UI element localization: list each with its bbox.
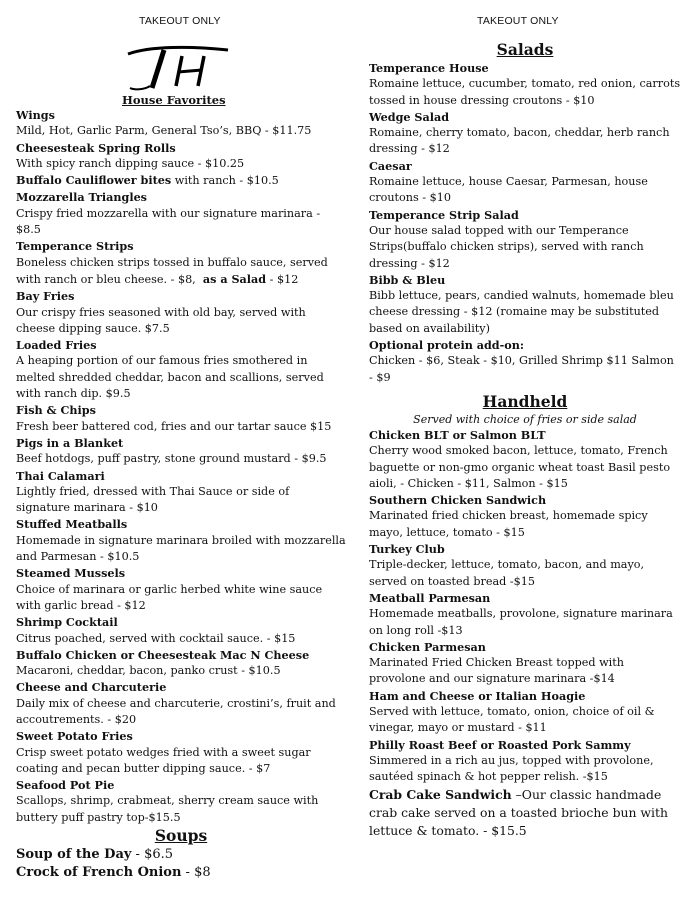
item-name: Loaded Fries — [16, 338, 97, 353]
item-name: Caesar — [369, 158, 412, 173]
item-desc: Marinated fried chicken breast, homemade spicy mayo, lettuce, tomato - $15 — [369, 509, 648, 539]
item-name: Thai Calamari — [16, 468, 105, 483]
item-name: Temperance Strip Salad — [369, 207, 519, 222]
menu-item — [369, 109, 681, 158]
item-price: - $6.5 — [131, 847, 174, 862]
item-desc: Our crispy fries seasoned with old bay, served with cheese dipping sauce. $7.5 — [16, 305, 306, 335]
menu-item — [16, 679, 346, 728]
section-title: Salads — [496, 40, 554, 59]
item-name: Optional protein add-on: — [369, 338, 524, 353]
section-title: Soups — [154, 826, 208, 845]
menu-item — [16, 238, 346, 288]
item-name: Fish & Chips — [16, 403, 96, 418]
item-desc: Fresh beer battered cod, fries and our tartar sauce $15 — [16, 419, 332, 433]
item-name: Stuffed Meatballs — [16, 517, 128, 532]
menu-item — [369, 492, 681, 541]
item-name: Philly Roast Beef or Roasted Pork Sammy — [369, 737, 631, 752]
item-desc: Romaine, cherry tomato, bacon, cheddar, herb ranch dressing - $12 — [369, 126, 670, 156]
menu-item — [16, 777, 346, 826]
item-desc: Our house salad topped with our Temperance Strips(buffalo chicken strips), served with ranch dressing - $12 — [369, 223, 644, 270]
item-desc: Citrus poached, served with cocktail sauce. - $15 — [16, 631, 296, 645]
menu-item — [16, 516, 346, 565]
menu-item — [16, 647, 346, 680]
menu-item-crab-cake — [369, 786, 681, 840]
soup-item — [16, 864, 346, 882]
item-name: Bibb & Bleu — [369, 272, 446, 287]
item-desc: Bibb lettuce, pears, candied walnuts, homemade bleu cheese dressing - $12 (romaine may be substituted based on availability) — [369, 289, 674, 335]
soups-section — [16, 826, 346, 882]
item-name: Meatball Parmesan — [369, 590, 491, 605]
item-name: Bay Fries — [16, 289, 75, 304]
menu-item — [16, 172, 346, 189]
menu-item — [369, 207, 681, 272]
salads-section — [369, 40, 681, 386]
menu-item — [369, 688, 681, 737]
item-name: Sweet Potato Fries — [16, 729, 133, 744]
item-name: Ham and Cheese or Italian Hoagie — [369, 688, 586, 703]
item-desc: Crispy fried mozzarella with our signature marinara - $8.5 — [16, 206, 321, 237]
item-desc-tail: - $12 — [266, 272, 299, 286]
item-desc: A heaping portion of our famous fries smothered in melted shredded cheddar, bacon and scallions, served with ranch dip. $9.5 — [16, 354, 324, 401]
takeout-note-right: TAKEOUT ONLY — [477, 15, 559, 27]
menu-item — [16, 140, 346, 173]
soup-item — [16, 846, 346, 864]
item-name: Chicken BLT or Salmon BLT — [369, 428, 546, 442]
menu-item — [16, 107, 346, 140]
item-desc: With spicy ranch dipping sauce - $10.25 — [16, 156, 245, 170]
item-name: Buffalo Chicken or Cheesesteak Mac N Cheese — [16, 647, 310, 662]
item-desc: Macaroni, cheddar, bacon, panko crust - $10.5 — [16, 664, 281, 678]
item-desc: Romaine lettuce, house Caesar, Parmesan, house croutons - $10 — [369, 175, 648, 205]
menu-item — [369, 639, 681, 688]
menu-item — [16, 402, 346, 435]
item-name: Temperance House — [369, 61, 489, 75]
handheld-section — [369, 392, 681, 840]
menu-item — [16, 468, 346, 517]
menu-item — [369, 541, 681, 590]
item-name: Shrimp Cocktail — [16, 615, 118, 630]
item-desc — [16, 255, 346, 289]
item-desc: Triple-decker, lettuce, tomato, bacon, and mayo, served on toasted bread -$15 — [369, 558, 645, 588]
item-name: Temperance Strips — [16, 239, 134, 254]
menu-item — [16, 337, 346, 402]
house-favorites-title: House Favorites — [122, 93, 226, 107]
item-name: Steamed Mussels — [16, 566, 126, 581]
item-desc: Daily mix of cheese and charcuterie, crostini’s, fruit and accoutrements. - $20 — [16, 696, 336, 726]
house-favorites-list — [16, 107, 346, 826]
menu-item — [369, 158, 681, 207]
item-name: Pigs in a Blanket — [16, 435, 124, 450]
item-desc: –Our classic handmade crab cake served on a toasted brioche bun with lettuce & tomato. - $15.5 — [369, 786, 668, 838]
item-name: Soup of the Day — [16, 847, 132, 862]
section-title: Handheld — [482, 392, 568, 411]
item-name: Seafood Pot Pie — [16, 778, 115, 793]
menu-item — [16, 189, 346, 238]
item-name: Crab Cake Sandwich — [369, 786, 512, 802]
item-desc-bold: as a Salad — [202, 271, 267, 286]
menu-item — [369, 272, 681, 337]
item-name: Southern Chicken Sandwich — [369, 493, 547, 508]
item-name: Wings — [16, 108, 55, 122]
menu-item — [369, 590, 681, 639]
item-name: Cheesesteak Spring Rolls — [16, 140, 176, 155]
item-desc: Cherry wood smoked bacon, lettuce, tomato, French baguette or non-gmo organic wheat toast Basil pesto aioli, - Chicken - $11, Salmon - $15 — [369, 444, 671, 490]
item-desc: Chicken - $6, Steak - $10, Grilled Shrimp $11 Salmon - $9 — [369, 354, 674, 384]
item-desc: Beef hotdogs, puff pastry, stone ground mustard - $9.5 — [16, 452, 327, 466]
item-desc: Lightly fried, dressed with Thai Sauce or side of signature marinara - $10 — [16, 484, 290, 515]
item-name: Chicken Parmesan — [369, 639, 486, 654]
item-desc-text: Boneless chicken strips tossed in buffalo sauce, served with ranch or bleu cheese. - $8, — [16, 255, 328, 286]
item-desc: Homemade meatballs, provolone, signature marinara on long roll -$13 — [369, 607, 673, 637]
item-desc: Marinated Fried Chicken Breast topped with provolone and our signature marinara -$14 — [369, 656, 624, 686]
item-desc: Scallops, shrimp, crabmeat, sherry cream sauce with buttery puff pastry top-$15.5 — [16, 794, 319, 824]
menu-item — [16, 728, 346, 777]
menu-item — [369, 737, 681, 786]
item-desc: with ranch - $10.5 — [171, 174, 279, 188]
item-name: Crock of French Onion — [16, 865, 182, 880]
item-name: Wedge Salad — [369, 109, 450, 124]
item-price: - $8 — [181, 865, 211, 880]
temperance-house-logo — [120, 44, 232, 94]
item-desc: Simmered in a rich au jus, topped with provolone, sautéed spinach & hot pepper relish. -$15 — [369, 753, 654, 784]
item-name: Mozzarella Triangles — [16, 190, 147, 205]
menu-item — [16, 288, 346, 337]
takeout-note-left: TAKEOUT ONLY — [139, 15, 221, 27]
item-desc: Homemade in signature marinara broiled with mozzarella and Parmesan - $10.5 — [16, 533, 346, 564]
item-name: Turkey Club — [369, 542, 445, 557]
menu-item — [369, 337, 681, 386]
menu-item — [369, 60, 681, 109]
section-note: Served with choice of fries or side salad — [413, 413, 637, 426]
item-name: Buffalo Cauliflower bites — [16, 173, 172, 188]
item-name: Cheese and Charcuterie — [16, 680, 167, 695]
item-desc: Served with lettuce, tomato, onion, choice of oil & vinegar, mayo or mustard - $11 — [369, 705, 655, 735]
item-desc: Mild, Hot, Garlic Parm, General Tso’s, BBQ - $11.75 — [16, 124, 312, 138]
menu-item — [16, 565, 346, 614]
menu-item — [16, 614, 346, 647]
item-desc: Crisp sweet potato wedges fried with a sweet sugar coating and pecan butter dipping sauce. - $7 — [16, 745, 311, 775]
menu-item — [16, 435, 346, 468]
item-desc: Choice of marinara or garlic herbed white wine sauce with garlic bread - $12 — [16, 582, 323, 612]
item-desc: Romaine lettuce, cucumber, tomato, red onion, carrots tossed in house dressing croutons - $10 — [369, 77, 681, 107]
menu-item — [369, 427, 681, 492]
